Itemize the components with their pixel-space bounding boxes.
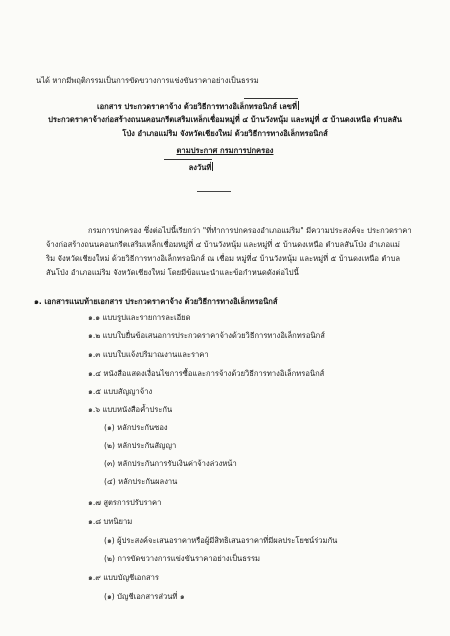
intro-line-2: จ้างก่อสร้างถนนคอนกรีตเสริมเหล็กเชื่อมหมู่ที่ ๔ บ้านวังหนุ้ม และหมู่ที่ ๕ บ้านดงเหนือ ตำบลสันโป่ง อำเภอแม่ <box>46 240 400 249</box>
title-text-1: เอกสาร ประกวดราคาจ้าง ด้วยวิธีการทางอิเล็กทรอนิกส์ เลขที่ <box>97 102 297 111</box>
list-item: ๑.๒ แบบใบยื่นข้อเสนอการประกวดราคาจ้างด้วยวิธีการทางอิเล็กทรอนิกส์ <box>88 331 325 340</box>
intro-line-4: สันโป่ง อำเภอแม่ริม จังหวัดเชียงใหม่ โดยมีข้อแนะนำและข้อกำหนดดังต่อไปนี้ <box>46 268 299 277</box>
section-1-heading: ๑. เอกสารแนบท้ายเอกสาร ประกวดราคาจ้าง ด้วยวิธีการทางอิเล็กทรอนิกส์ <box>34 297 278 306</box>
date-field-line <box>164 159 212 160</box>
list-item: ๑.๖ แบบหนังสือค้ำประกัน <box>88 405 173 414</box>
title-line-3: โป่ง อำเภอแม่ริม จังหวัดเชียงใหม่ ด้วยวิธีการทางอิเล็กทรอนิกส์ <box>122 129 328 138</box>
list-item: ๑.๘ บทนิยาม <box>88 517 133 526</box>
number-field-line <box>244 98 298 99</box>
sub-list-item: (๑) ผู้ประสงค์จะเสนอราคาหรือผู้มีสิทธิเสนอราคาที่มีผลประโยชน์ร่วมกัน <box>104 536 338 545</box>
title-line-2: ประกวดราคาจ้างก่อสร้างถนนคอนกรีตเสริมเหล็กเชื่อมหมู่ที่ ๔ บ้านวังหนุ้ม และหมู่ที่ ๕ บ้านดงเหนือ ตำบลสัน <box>48 115 402 124</box>
sub-list-item: (๒) หลักประกันสัญญา <box>104 441 177 450</box>
title-line-5 <box>0 162 450 173</box>
sub-list-item: (๒) การขัดขวางการแข่งขันราคาอย่างเป็นธรรม <box>104 554 261 563</box>
header-note: นได้ หากมีพฤติกรรมเป็นการขัดขวางการแข่งขันราคาอย่างเป็นธรรม <box>36 76 259 85</box>
announcement-text: ตามประกาศ กรมการปกครอง <box>176 146 274 155</box>
sub-list-item: (๓) หลักประกันการรับเงินค่าจ้างล่วงหน้า <box>104 459 237 468</box>
list-item: ๑.๙ แบบบัญชีเอกสาร <box>88 573 159 582</box>
list-item: ๑.๔ หนังสือแสดงเงื่อนไขการซื้อและการจ้างด้วยวิธีการทางอิเล็กทรอนิกส์ <box>88 369 325 378</box>
sub-list-item: (๑) บัญชีเอกสารส่วนที่ ๑ <box>104 592 185 601</box>
date-label: ลงวันที่ <box>188 163 212 172</box>
list-item: ๑.๑ แบบรูปและรายการละเอียด <box>88 313 191 322</box>
sub-list-item: (๔) หลักประกันผลงาน <box>104 477 178 486</box>
number-field-marker <box>298 101 299 110</box>
intro-line-1: กรมการปกครอง ซึ่งต่อไปนี้เรียกว่า "ที่ทำการปกครองอำเภอแม่ริม" มีความประสงค์จะ ประกวดราคา <box>88 226 412 235</box>
list-item: ๑.๓ แบบใบแจ้งปริมาณงานและราคา <box>88 350 209 359</box>
title-line-4 <box>0 146 450 156</box>
separator-line <box>197 191 231 192</box>
intro-line-3: ริม จังหวัดเชียงใหม่ ด้วยวิธีการทางอิเล็กทรอนิกส์ ณ เชื่อม หมู่ที่๔ บ้านวังหนุ้ม และหมู่ที่ ๕ บ้านดงเหนือ ตำบล <box>46 254 401 263</box>
list-item: ๑.๗ สูตรการปรับราคา <box>88 498 162 507</box>
sub-list-item: (๑) หลักประกันซอง <box>104 423 168 432</box>
date-field-marker <box>212 162 213 171</box>
title-line-1 <box>0 101 450 112</box>
list-item: ๑.๕ แบบสัญญาจ้าง <box>88 387 153 396</box>
